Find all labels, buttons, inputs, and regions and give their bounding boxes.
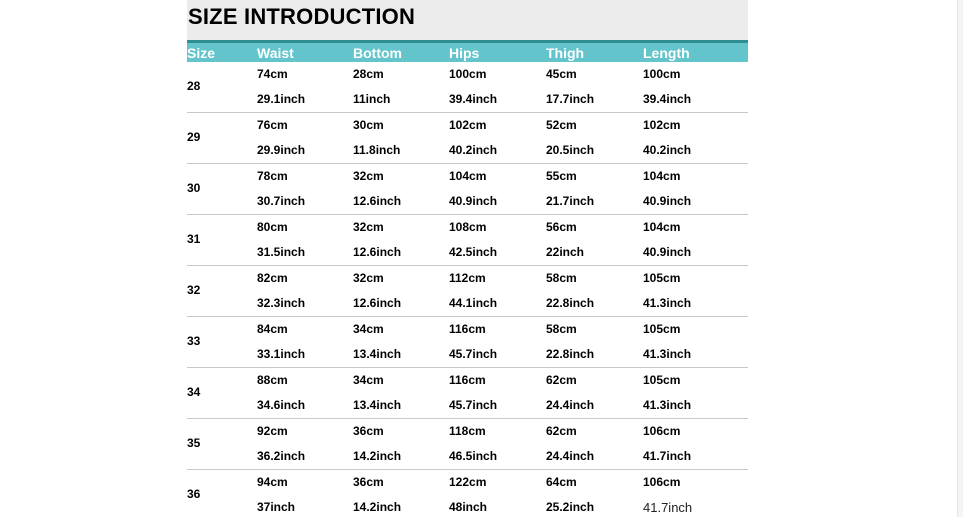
thigh-inch: 22inch xyxy=(546,245,585,259)
bottom-inch: 13.4inch xyxy=(353,347,402,361)
size-cell: 34 xyxy=(187,385,201,399)
hips-cm: 122cm xyxy=(449,475,487,489)
length-inch: 40.2inch xyxy=(643,143,692,157)
hips-cm: 116cm xyxy=(449,322,486,336)
thigh-inch: 25.2inch xyxy=(546,500,595,514)
length-inch: 41.7inch xyxy=(643,500,693,515)
table-header xyxy=(187,40,748,62)
hips-cm: 108cm xyxy=(449,220,487,234)
thigh-cm: 56cm xyxy=(546,220,577,234)
size-cell: 31 xyxy=(187,232,201,246)
thigh-inch: 22.8inch xyxy=(546,296,595,310)
length-inch: 41.7inch xyxy=(643,449,692,463)
table-body xyxy=(187,62,748,517)
table-row xyxy=(187,419,748,470)
waist-cm: 82cm xyxy=(257,271,288,285)
hips-inch: 46.5inch xyxy=(449,449,498,463)
hips-inch: 39.4inch xyxy=(449,92,498,106)
thigh-inch: 17.7inch xyxy=(546,92,595,106)
size-cell: 33 xyxy=(187,334,201,348)
table-row xyxy=(187,470,748,517)
size-cell: 28 xyxy=(187,79,201,93)
size-cell: 32 xyxy=(187,283,201,297)
bottom-cm: 36cm xyxy=(353,424,384,438)
hips-cm: 118cm xyxy=(449,424,486,438)
bottom-inch: 11inch xyxy=(353,92,391,106)
bottom-cm: 36cm xyxy=(353,475,384,489)
table-row xyxy=(187,113,748,164)
size-cell: 36 xyxy=(187,487,201,501)
length-inch: 40.9inch xyxy=(643,245,692,259)
waist-cm: 92cm xyxy=(257,424,288,438)
hips-inch: 48inch xyxy=(449,500,488,514)
size-chart-title: SIZE INTRODUCTION xyxy=(188,4,416,29)
header-thigh: Thigh xyxy=(546,45,585,61)
header-hips: Hips xyxy=(449,45,480,61)
length-cm: 105cm xyxy=(643,322,681,336)
bottom-cm: 32cm xyxy=(353,220,384,234)
length-inch: 39.4inch xyxy=(643,92,692,106)
length-cm: 104cm xyxy=(643,220,681,234)
waist-cm: 74cm xyxy=(257,67,288,81)
length-inch: 40.9inch xyxy=(643,194,692,208)
length-inch: 41.3inch xyxy=(643,347,692,361)
waist-inch: 29.1inch xyxy=(257,92,306,106)
table-row xyxy=(187,317,748,368)
length-cm: 106cm xyxy=(643,424,681,438)
table-row xyxy=(187,215,748,266)
length-cm: 105cm xyxy=(643,271,681,285)
hips-cm: 102cm xyxy=(449,118,487,132)
waist-inch: 36.2inch xyxy=(257,449,306,463)
page-edge xyxy=(957,0,963,517)
title-bar xyxy=(187,0,748,40)
bottom-inch: 12.6inch xyxy=(353,245,402,259)
thigh-cm: 58cm xyxy=(546,322,577,336)
bottom-inch: 14.2inch xyxy=(353,449,402,463)
bottom-cm: 32cm xyxy=(353,271,384,285)
thigh-cm: 64cm xyxy=(546,475,577,489)
bottom-inch: 14.2inch xyxy=(353,500,402,514)
waist-inch: 32.3inch xyxy=(257,296,306,310)
waist-cm: 78cm xyxy=(257,169,288,183)
thigh-cm: 58cm xyxy=(546,271,577,285)
hips-cm: 100cm xyxy=(449,67,487,81)
table-row xyxy=(187,62,748,113)
bottom-inch: 11.8inch xyxy=(353,143,401,157)
waist-cm: 94cm xyxy=(257,475,288,489)
bottom-cm: 32cm xyxy=(353,169,384,183)
length-cm: 104cm xyxy=(643,169,681,183)
hips-cm: 116cm xyxy=(449,373,486,387)
waist-inch: 31.5inch xyxy=(257,245,306,259)
size-chart xyxy=(187,0,748,517)
thigh-inch: 20.5inch xyxy=(546,143,595,157)
bottom-inch: 12.6inch xyxy=(353,194,402,208)
bottom-cm: 30cm xyxy=(353,118,384,132)
waist-inch: 37inch xyxy=(257,500,296,514)
waist-cm: 80cm xyxy=(257,220,288,234)
size-cell: 35 xyxy=(187,436,201,450)
bottom-cm: 34cm xyxy=(353,373,384,387)
header-bottom: Bottom xyxy=(353,45,402,61)
hips-inch: 40.9inch xyxy=(449,194,498,208)
thigh-inch: 24.4inch xyxy=(546,449,595,463)
table-row xyxy=(187,266,748,317)
waist-inch: 30.7inch xyxy=(257,194,306,208)
thigh-cm: 55cm xyxy=(546,169,577,183)
thigh-inch: 21.7inch xyxy=(546,194,595,208)
hips-inch: 42.5inch xyxy=(449,245,498,259)
header-length: Length xyxy=(643,45,690,61)
header-waist: Waist xyxy=(257,45,294,61)
waist-cm: 76cm xyxy=(257,118,288,132)
hips-inch: 45.7inch xyxy=(449,347,498,361)
length-cm: 106cm xyxy=(643,475,681,489)
header-size: Size xyxy=(187,45,216,61)
bottom-inch: 12.6inch xyxy=(353,296,402,310)
thigh-cm: 62cm xyxy=(546,373,577,387)
thigh-inch: 22.8inch xyxy=(546,347,595,361)
waist-inch: 34.6inch xyxy=(257,398,306,412)
hips-inch: 44.1inch xyxy=(449,296,498,310)
hips-inch: 45.7inch xyxy=(449,398,498,412)
bottom-inch: 13.4inch xyxy=(353,398,402,412)
bottom-cm: 34cm xyxy=(353,322,384,336)
hips-inch: 40.2inch xyxy=(449,143,498,157)
table-row xyxy=(187,368,748,419)
length-inch: 41.3inch xyxy=(643,296,692,310)
hips-cm: 112cm xyxy=(449,271,486,285)
waist-cm: 88cm xyxy=(257,373,288,387)
thigh-cm: 62cm xyxy=(546,424,577,438)
size-cell: 30 xyxy=(187,181,201,195)
length-cm: 105cm xyxy=(643,373,681,387)
bottom-cm: 28cm xyxy=(353,67,384,81)
length-inch: 41.3inch xyxy=(643,398,692,412)
table-row xyxy=(187,164,748,215)
hips-cm: 104cm xyxy=(449,169,487,183)
thigh-cm: 52cm xyxy=(546,118,577,132)
thigh-inch: 24.4inch xyxy=(546,398,595,412)
size-cell: 29 xyxy=(187,130,201,144)
length-cm: 102cm xyxy=(643,118,681,132)
waist-inch: 33.1inch xyxy=(257,347,306,361)
waist-inch: 29.9inch xyxy=(257,143,306,157)
length-cm: 100cm xyxy=(643,67,681,81)
thigh-cm: 45cm xyxy=(546,67,577,81)
waist-cm: 84cm xyxy=(257,322,288,336)
